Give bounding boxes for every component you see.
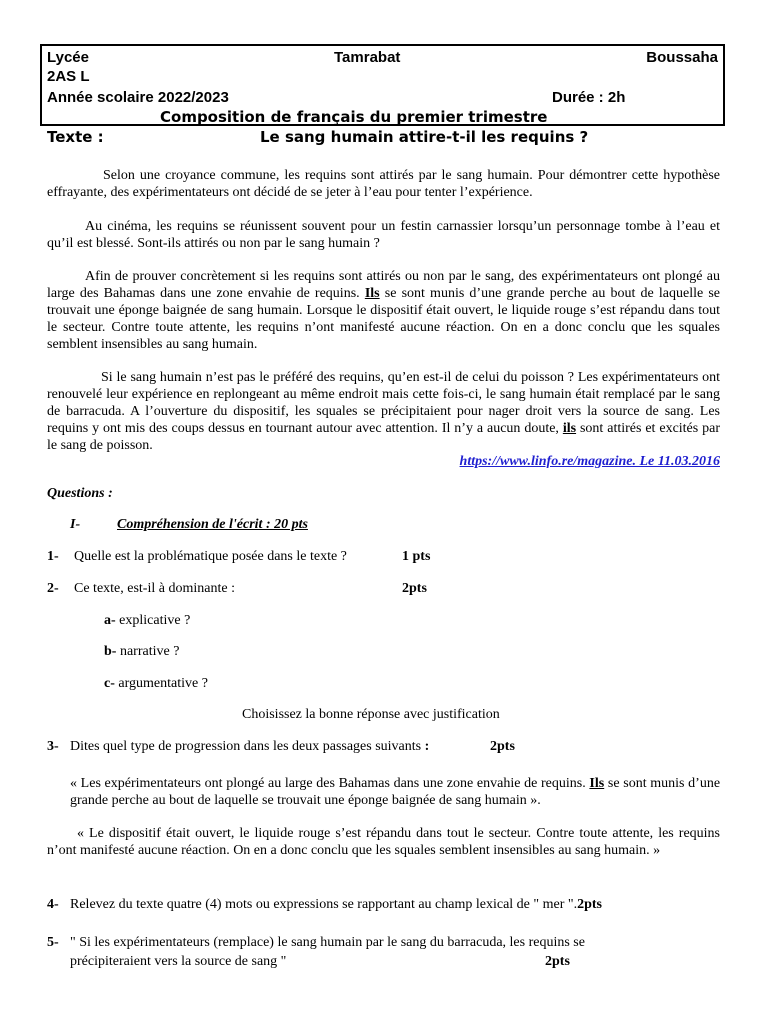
- q3-quote-1: [70, 775, 720, 809]
- q2-option-b-letter: b-: [104, 644, 117, 659]
- q2-option-a-letter: a-: [104, 613, 116, 628]
- article-paragraph-4: [47, 369, 720, 454]
- q3-points: 2pts: [490, 739, 515, 754]
- q2-option-c-label: argumentative ?: [118, 676, 208, 691]
- article-p4-ils: ils: [562, 421, 577, 436]
- q2-option-a: [104, 612, 190, 629]
- school-year: Année scolaire 2022/2023: [47, 89, 229, 106]
- header-box: [40, 44, 725, 126]
- q3-quote-2: [47, 825, 720, 859]
- article-paragraph-1: [47, 167, 720, 201]
- q4-text: Relevez du texte quatre (4) mots ou expressions se rapportant au champ lexical de " mer ".: [70, 897, 578, 912]
- q2-points: 2pts: [402, 581, 427, 596]
- q2-instruction: Choisissez la bonne réponse avec justification: [242, 707, 500, 722]
- section-title: Compréhension de l'écrit : 20 pts: [117, 517, 308, 532]
- article-paragraph-2: [47, 218, 720, 252]
- q5-line-1: " Si les expérimentateurs (remplace) le sang humain par le sang du barracuda, les requins se: [70, 935, 585, 950]
- questions-heading: Questions :: [47, 486, 113, 501]
- q3-colon: :: [424, 739, 430, 754]
- q1-points: 1 pts: [402, 549, 431, 564]
- exam-title: Composition de français du premier trimestre: [160, 108, 548, 126]
- q2-option-b: [104, 643, 179, 660]
- q2-text: Ce texte, est-il à dominante :: [74, 581, 235, 596]
- school-label: Lycée: [47, 49, 89, 66]
- article-p4-text-a: Si le sang humain n’est pas le préféré des requins, qu’en est-il de celui du poisson ? Les expérimentateurs ont renouvelé leur expérience en replongeant au même endroit mais cette fois-ci, le sang humain était remplacé par le sang de barracuda. A l’ouverture du dispositif, les squales se précipitaient pour nager droit vers la source de sang. Les requins y ont mis des coups dessus en tournant autour avec attention. Il n’y a aucun doute,: [47, 370, 720, 436]
- article-p1-text: Selon une croyance commune, les requins sont attirés par le sang humain. Pour démontrer cette hypothèse effrayante, des expérimentateurs ont décidé de se jeter à l’eau pour tenter l’expérience.: [47, 168, 720, 200]
- q3-number: 3-: [47, 739, 59, 754]
- article-p4-text-b: sont attirés et excités par le sang de poisson.: [47, 421, 721, 453]
- article-p3-text-b: se sont munis d’une grande perche au bout de laquelle se trouvait une éponge baignée de sang humain. Lorsque le dispositif était ouvert, le liquide rouge s’est répandu dans tout le secteur. Contre toute attente, les requins n’ont manifesté aucune réaction. On en a donc conclu que les squales semblent insensibles au sang humain.: [47, 286, 721, 352]
- q5-number: 5-: [47, 935, 59, 950]
- q3-quote-1-text-b: se sont munis d’une grande perche au bout de laquelle se trouvait une éponge baignée de sang humain ».: [70, 776, 721, 808]
- q3-text-row: [70, 738, 429, 755]
- q4-number: 4-: [47, 897, 59, 912]
- q3-quote-1-ils: Ils: [589, 776, 605, 791]
- q5-points: 2pts: [545, 954, 570, 969]
- q1-number: 1-: [47, 549, 59, 564]
- q2-option-c-letter: c-: [104, 676, 115, 691]
- q3-quote-2-text: « Le dispositif était ouvert, le liquide rouge s’est répandu dans tout le secteur. Contre toute attente, les requins n’ont manifesté aucune réaction. On en a donc conclu que les squales semblent insensibles au sang humain. »: [47, 826, 720, 858]
- q2-option-a-label: explicative ?: [119, 613, 191, 628]
- q2-number: 2-: [47, 581, 59, 596]
- q3-text: Dites quel type de progression dans les deux passages suivants: [70, 739, 422, 754]
- q4-row: [70, 896, 602, 913]
- q4-points: 2pts: [577, 897, 602, 912]
- q1-text: Quelle est la problématique posée dans le texte ?: [74, 549, 347, 564]
- article-p3-ils: Ils: [364, 286, 380, 301]
- town-label: Tamrabat: [334, 49, 401, 66]
- article-p2-text: Au cinéma, les requins se réunissent souvent pour un festin carnassier lorsqu’un personnage tombe à l’eau et qu’il est blessé. Sont-ils attirés ou non par le sang humain ?: [47, 219, 720, 251]
- source-link[interactable]: https://www.linfo.re/magazine. Le 11.03.2016: [459, 454, 720, 469]
- class-label: 2AS L: [47, 68, 90, 85]
- article-paragraph-3: [47, 268, 720, 353]
- text-heading-label: Texte :: [47, 128, 104, 146]
- q3-quote-1-text-a: « Les expérimentateurs ont plongé au large des Bahamas dans une zone envahie de requins.: [70, 776, 586, 791]
- q5-line-2: précipiteraient vers la source de sang ": [70, 954, 287, 969]
- text-title: Le sang humain attire-t-il les requins ?: [260, 128, 589, 146]
- q2-option-c: [104, 675, 208, 692]
- text-heading: [47, 128, 589, 146]
- exam-duration: Durée : 2h: [552, 89, 626, 106]
- city-label: Boussaha: [646, 49, 718, 66]
- article-p3-text-a: Afin de prouver concrètement si les requins sont attirés ou non par le sang, des expérimentateurs ont plongé au large des Bahamas dans une zone envahie de requins.: [47, 269, 720, 301]
- q2-option-b-label: narrative ?: [119, 644, 180, 659]
- section-number: I-: [70, 517, 81, 532]
